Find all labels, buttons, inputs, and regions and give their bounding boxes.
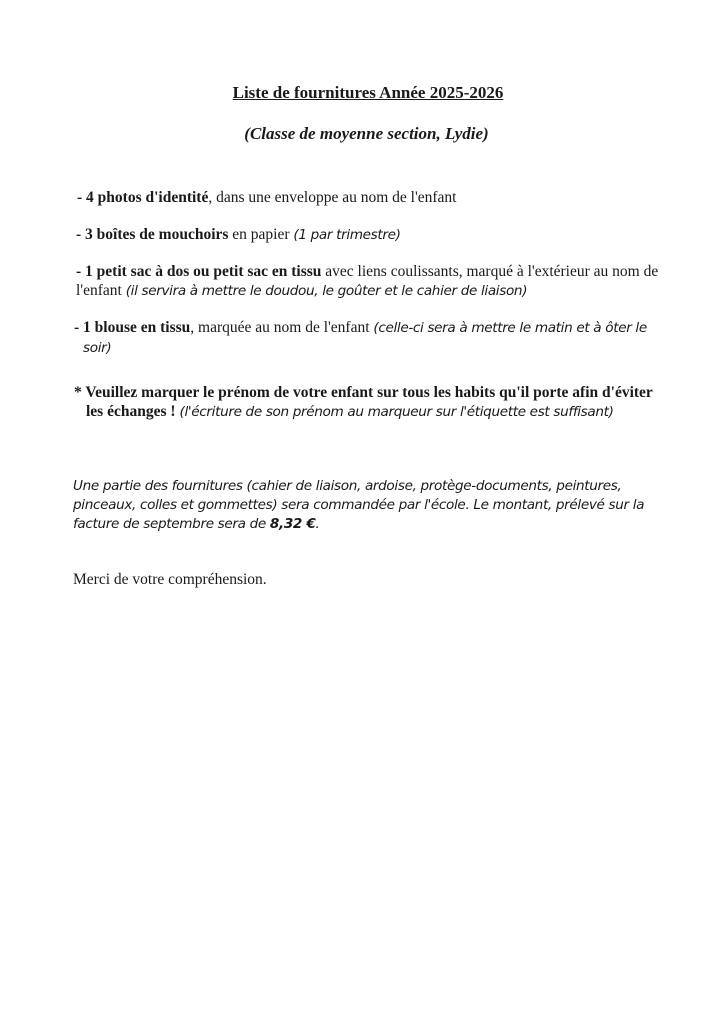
- item-note: (il servira à mettre le doudou, le goûter et le cahier de liaison): [125, 283, 528, 299]
- page-subtitle: (Classe de moyenne section, Lydie): [244, 124, 489, 143]
- order-note: [73, 477, 648, 534]
- item-name: - 3 boîtes de mouchoirs: [76, 226, 229, 243]
- item-text: avec liens coulissants, marqué à l'extérieur au nom de l'enfant: [76, 263, 659, 299]
- item-name: - 1 petit sac à dos ou petit sac en tissu: [76, 263, 322, 280]
- item-text: en papier: [228, 226, 294, 243]
- item-text: , dans une enveloppe au nom de l'enfant: [208, 189, 457, 206]
- order-text: Une partie des fournitures (cahier de liaison, ardoise, protège-documents, peintures, pinceaux, colles et gommettes) sera commandée par l'école. Le montant, prélevé sur la facture de septembre sera de: [73, 478, 645, 532]
- page-title: Liste de fournitures Année 2025-2026: [232, 83, 504, 102]
- item-text: , marquée au nom de l'enfant: [190, 319, 374, 336]
- warning-detail: (l'écriture de son prénom au marqueur sur l'étiquette est suffisant): [175, 404, 614, 420]
- order-end: .: [315, 516, 320, 532]
- item-name: - 4 photos d'identité: [77, 189, 209, 206]
- list-item: [77, 188, 677, 207]
- item-name: - 1 blouse en tissu: [74, 319, 191, 336]
- item-note: (1 par trimestre): [293, 227, 401, 243]
- item-note: (celle-ci sera à mettre le matin et à ôter le soir): [83, 320, 647, 356]
- closing-text: Merci de votre compréhension.: [73, 571, 267, 588]
- warning-text: * Veuillez marquer le prénom de votre enfant sur tous les habits qu'il porte afin d'éviter les échanges !: [74, 384, 653, 420]
- list-item: [76, 262, 666, 301]
- warning-note: [74, 383, 658, 422]
- list-item: [76, 225, 676, 245]
- list-item: [74, 318, 663, 358]
- order-amount: 8,32 €: [269, 516, 316, 532]
